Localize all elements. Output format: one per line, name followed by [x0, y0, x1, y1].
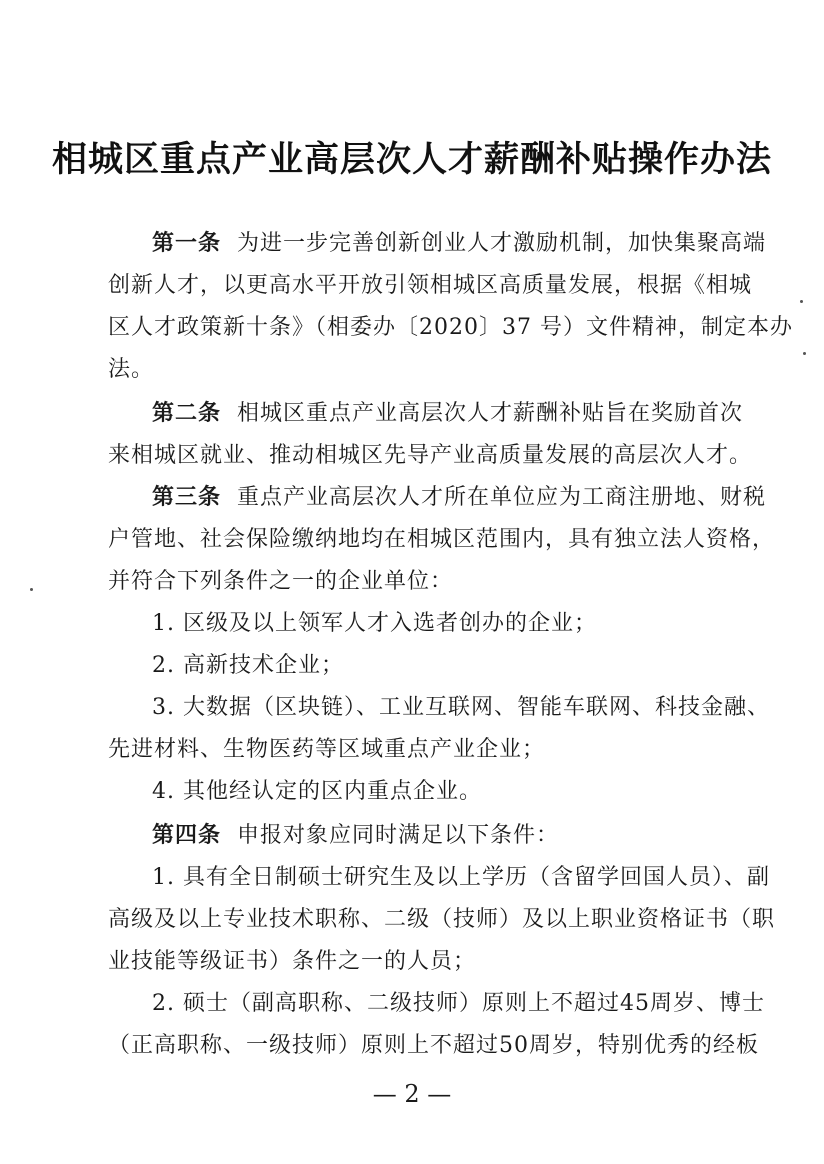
article-4-line-1	[152, 818, 728, 854]
article-3-line-1	[152, 480, 767, 516]
document-title: 相城区重点产业高层次人才薪酬补贴操作办法	[51, 140, 772, 180]
article-3-item-3-cont: 先进材料、生物医药等区域重点产业企业；	[108, 737, 546, 762]
article-3-label: 第三条	[152, 485, 222, 510]
article-3-item-1: 1. 区级及以上领军人才入选者创办的企业；	[152, 611, 597, 636]
article-4-item-2: 2. 硕士（副高职称、二级技师）原则上不超过45周岁、博士	[152, 991, 765, 1016]
article-3-line-3: 并符合下列条件之一的企业单位：	[108, 569, 454, 594]
line-text: 为进一步完善创新创业人才激励机制，加快集聚高端	[237, 231, 767, 256]
line-text: 重点产业高层次人才所在单位应为工商注册地、财税	[237, 485, 767, 510]
line-text: 相城区重点产业高层次人才薪酬补贴旨在奖励首次	[237, 401, 744, 426]
line-text: 申报对象应同时满足以下条件：	[237, 823, 560, 848]
article-1-line-1	[152, 226, 767, 262]
article-1-line-2: 创新人才，以更高水平开放引领相城区高质量发展，根据《相城	[108, 273, 753, 298]
article-3-item-3: 3. 大数据（区块链）、工业互联网、智能车联网、科技金融、	[152, 695, 770, 720]
article-4-label: 第四条	[152, 823, 222, 848]
article-4-item-2-cont: （正高职称、一级技师）原则上不超过50周岁，特别优秀的经板	[108, 1033, 759, 1058]
article-1-line-4: 法。	[108, 357, 155, 382]
scan-speck	[800, 300, 803, 303]
article-4-item-1: 1. 具有全日制硕士研究生及以上学历（含留学回国人员）、副	[152, 865, 770, 890]
article-1-line-3: 区人才政策新十条》（相委办〔2020〕37 号）文件精神，制定本办	[108, 315, 793, 340]
scan-speck	[803, 352, 806, 355]
article-2-label: 第二条	[152, 401, 222, 426]
article-3-item-2: 2. 高新技术企业；	[152, 653, 344, 678]
page-number: — 2 —	[372, 1080, 452, 1108]
article-4-item-1-cont-1: 高级及以上专业技术职称、二级（技师）及以上职业资格证书（职	[108, 907, 776, 932]
article-3-line-2: 户管地、社会保险缴纳地均在相城区范围内，具有独立法人资格，	[108, 527, 776, 552]
article-4-item-1-cont-2: 业技能等级证书）条件之一的人员；	[108, 949, 477, 974]
article-3-item-4: 4. 其他经认定的区内重点企业。	[152, 779, 482, 804]
scan-speck	[30, 588, 33, 591]
article-2-line-1	[152, 396, 744, 432]
article-1-label: 第一条	[152, 231, 222, 256]
article-2-line-2: 来相城区就业、推动相城区先导产业高质量发展的高层次人才。	[108, 443, 753, 468]
